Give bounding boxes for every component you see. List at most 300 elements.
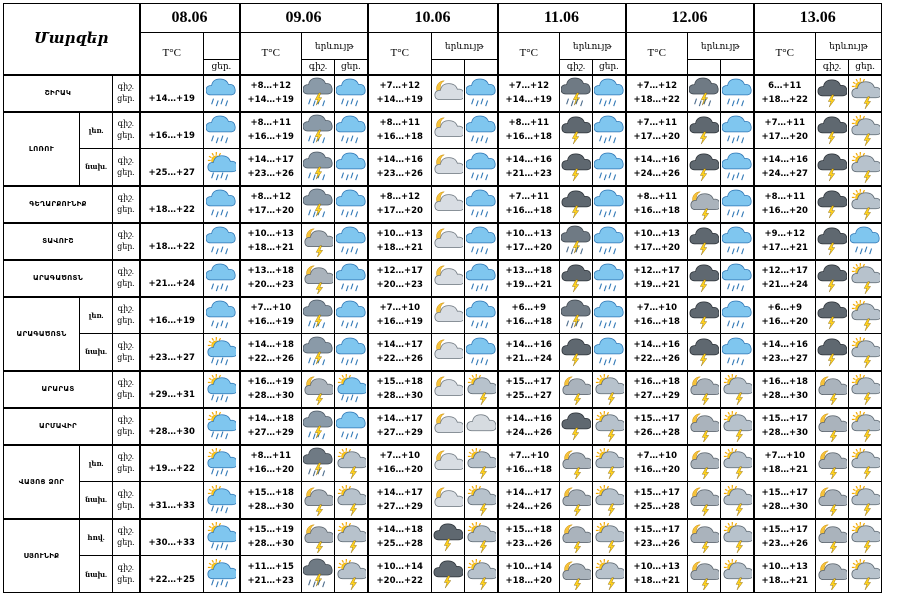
night-icon-cell (688, 75, 721, 112)
day-icon-cell (721, 445, 754, 482)
regions-header: Մարզեր (4, 4, 140, 75)
day-temperature: +18…+21 (633, 576, 680, 586)
rain-cloud-icon (465, 225, 497, 257)
night-label: գիշ. (117, 526, 134, 536)
day-temperature: +16…+18 (505, 132, 552, 143)
dark-cloud-icon (816, 151, 848, 183)
day-temperature: +19…+21 (633, 280, 680, 290)
temperature-cell (140, 149, 204, 186)
day-icon-cell (335, 371, 368, 408)
rain-cloud-icon (721, 114, 753, 146)
night-temperature: +10…+14 (505, 562, 552, 572)
moon-cloud-icon (432, 151, 464, 183)
thunder-rain-cloud-icon (302, 114, 334, 146)
day-icon-cell (335, 408, 368, 445)
temperature-cell (754, 408, 816, 445)
day-icon-cell (849, 186, 882, 223)
dark-cloud-icon (816, 336, 848, 368)
subregion-label: նախ. (80, 482, 113, 519)
daypart-labels (113, 334, 140, 371)
day-temperature: +18…+22 (148, 205, 195, 215)
day-temperature: +24…+27 (761, 168, 808, 179)
weather-icon-cell (204, 482, 240, 519)
day-temperature: +21…+24 (148, 279, 195, 289)
day-temperature: +16…+19 (148, 316, 195, 327)
rain-cloud-icon (465, 77, 497, 109)
day-temperature: +16…+18 (376, 132, 423, 143)
moon-thunder-icon (688, 410, 720, 442)
day-temperature: +24…+26 (505, 501, 552, 512)
rain-cloud-icon (593, 262, 625, 294)
night-icon-cell (302, 408, 335, 445)
dark-cloud-icon (688, 262, 720, 294)
temperature-cell (498, 408, 560, 445)
temperature-cell (240, 334, 302, 371)
table-row (4, 371, 882, 408)
day-icon-cell (849, 112, 882, 149)
daypart-labels (113, 149, 140, 186)
day-temperature: +16…+19 (148, 131, 195, 142)
night-subheader: գիշ. (560, 60, 593, 75)
night-temperature: +15…+17 (761, 487, 808, 498)
day-label: ցեր. (117, 94, 135, 103)
weather-icon-cell (204, 371, 240, 408)
sun-thunder-icon (849, 558, 881, 590)
moon-cloud-icon (432, 373, 464, 405)
rain-cloud-icon (465, 336, 497, 368)
night-temperature: +14…+17 (505, 487, 552, 498)
temperature-cell (240, 223, 302, 260)
day-icon-cell (593, 408, 626, 445)
day-temperature: +16…+20 (761, 206, 808, 216)
night-icon-cell (560, 519, 593, 556)
temperature-cell (140, 371, 204, 408)
night-temperature: +10…+13 (633, 562, 680, 572)
day-icon-cell (593, 260, 626, 297)
day-temperature: +17…+20 (633, 132, 680, 143)
temperature-cell (754, 334, 816, 371)
day-temperature: +18…+21 (376, 243, 423, 253)
dark-cloud-icon (560, 151, 592, 183)
phenomenon-header: երևույթ (432, 33, 498, 60)
day-temperature: +20…+23 (247, 280, 294, 290)
temperature-cell (368, 556, 432, 593)
day-icon-cell (465, 75, 498, 112)
phenomenon-header (204, 33, 240, 60)
daypart-labels (113, 445, 140, 482)
date-header-2: 09.06 (240, 4, 368, 33)
moon-cloud-icon (432, 114, 464, 146)
sun-thunder-icon (721, 447, 753, 479)
day-icon-cell (335, 260, 368, 297)
rain-cloud-icon (465, 299, 497, 331)
night-temperature: +12…+17 (376, 266, 423, 276)
day-temperature: +28…+30 (247, 501, 294, 512)
region-name: ՏԱՎՈՒՇ (4, 223, 113, 260)
temperature-cell (240, 186, 302, 223)
day-label: ցեր. (117, 352, 135, 362)
temp-header: T°C (368, 33, 432, 75)
day-temperature: +19…+22 (148, 464, 195, 475)
day-temperature: +23…+26 (505, 539, 552, 550)
moon-thunder-icon (816, 484, 848, 516)
day-icon-cell (721, 408, 754, 445)
night-temperature: +10…+13 (505, 229, 552, 239)
night-temperature: +8…+11 (508, 118, 549, 129)
day-temperature: +17…+20 (633, 243, 680, 253)
moon-thunder-icon (688, 484, 720, 516)
temperature-cell (498, 75, 560, 112)
region-name: ԱՐՄԱՎԻՐ (4, 408, 113, 445)
moon-cloud-icon (432, 225, 464, 257)
day-icon-cell (593, 556, 626, 593)
day-temperature: +21…+24 (761, 280, 808, 290)
dark-cloud-icon (560, 262, 592, 294)
temperature-cell (498, 112, 560, 149)
day-icon-cell (335, 297, 368, 334)
sun-thunder-icon (721, 484, 753, 516)
sun-thunder-icon (335, 558, 367, 590)
rain-cloud-icon (335, 188, 367, 220)
moon-cloud-icon (432, 484, 464, 516)
day-temperature: +28…+30 (148, 427, 195, 437)
temperature-cell (626, 297, 688, 334)
night-icon-cell (432, 297, 465, 334)
night-icon-cell (302, 556, 335, 593)
night-label: գիշ. (117, 378, 134, 387)
weather-icon-cell (204, 408, 240, 445)
night-icon-cell (302, 334, 335, 371)
day-temperature: +21…+24 (505, 353, 552, 364)
region-name: ԼՈՌՈՒ (4, 112, 80, 186)
night-icon-cell (560, 408, 593, 445)
night-temperature: +14…+17 (376, 339, 423, 350)
day-icon-cell (849, 445, 882, 482)
day-temperature: +28…+30 (247, 539, 294, 550)
day-icon-cell (465, 408, 498, 445)
temperature-cell (140, 519, 204, 556)
day-icon-cell (465, 556, 498, 593)
day-label: ցեր. (117, 427, 135, 436)
dark-cloud-icon (688, 114, 720, 146)
temperature-cell (368, 408, 432, 445)
sun-rain-icon (204, 151, 239, 183)
day-temperature: +17…+21 (761, 243, 808, 253)
night-temperature: +13…+18 (505, 266, 552, 276)
day-icon-cell (335, 223, 368, 260)
day-temperature: +25…+27 (148, 167, 195, 178)
temperature-cell (368, 223, 432, 260)
temperature-cell (754, 297, 816, 334)
day-temperature: +14…+19 (148, 94, 195, 104)
thunder-rain-cloud-icon (302, 299, 334, 331)
sun-thunder-icon (721, 373, 753, 405)
temperature-cell (368, 482, 432, 519)
day-temperature: +21…+23 (505, 168, 552, 179)
night-temperature: +7…+10 (764, 451, 805, 462)
night-icon-cell (688, 223, 721, 260)
day-icon-cell (849, 260, 882, 297)
temperature-cell (626, 556, 688, 593)
moon-thunder-icon (816, 410, 848, 442)
day-icon-cell (593, 297, 626, 334)
rain-cloud-icon (593, 151, 625, 183)
dark-cloud-icon (816, 77, 848, 109)
region-name: ԱՐԱԳԱԾՈՏՆ (4, 297, 80, 371)
temperature-cell (240, 75, 302, 112)
rain-cloud-icon (465, 114, 497, 146)
day-label: ցեր. (117, 279, 135, 288)
night-temperature: +15…+17 (633, 525, 680, 536)
moon-thunder-icon (816, 521, 848, 553)
rain-cloud-icon (465, 151, 497, 183)
moon-thunder-icon (688, 188, 720, 220)
night-icon-cell (816, 112, 849, 149)
daypart-labels (113, 260, 140, 297)
rain-cloud-icon (204, 262, 239, 294)
day-label: ցեր. (117, 464, 135, 474)
daypart-labels (113, 112, 140, 149)
day-temperature: +18…+22 (761, 95, 808, 105)
night-icon-cell (432, 149, 465, 186)
subregion-label: լեռ. (80, 445, 113, 482)
night-label: գիշ. (117, 230, 134, 239)
day-temperature: +16…+19 (247, 132, 294, 143)
night-icon-cell (560, 482, 593, 519)
moon-thunder-icon (688, 447, 720, 479)
table-row (4, 408, 882, 445)
rain-cloud-icon (335, 151, 367, 183)
day-temperature: +28…+30 (247, 391, 294, 401)
rain-cloud-icon (335, 299, 367, 331)
moon-thunder-icon (302, 262, 334, 294)
day-temperature: +25…+28 (633, 501, 680, 512)
weather-icon-cell (204, 149, 240, 186)
night-temperature: +14…+16 (505, 154, 552, 165)
table-row (4, 297, 882, 334)
night-icon-cell (432, 556, 465, 593)
night-temperature: +8…+11 (250, 451, 291, 462)
day-icon-cell (721, 186, 754, 223)
night-temperature: +7…+10 (636, 451, 677, 462)
night-label: գիշ. (117, 119, 134, 129)
day-temperature: +16…+18 (633, 206, 680, 216)
night-subheader: գիշ. (816, 60, 849, 75)
night-icon-cell (816, 482, 849, 519)
temperature-cell (368, 445, 432, 482)
moon-cloud-icon (432, 447, 464, 479)
thunder-rain-cloud-icon (302, 410, 334, 442)
night-temperature: +16…+18 (633, 377, 680, 387)
day-temperature: +17…+20 (761, 132, 808, 143)
temperature-cell (240, 445, 302, 482)
moon-thunder-icon (816, 373, 848, 405)
day-temperature: +20…+22 (376, 576, 423, 586)
day-temperature: +16…+18 (505, 317, 552, 328)
temperature-cell (754, 371, 816, 408)
rain-cloud-icon (721, 188, 753, 220)
night-temperature: +14…+18 (247, 414, 294, 424)
night-temperature: +8…+11 (379, 118, 420, 129)
temperature-cell (240, 556, 302, 593)
night-icon-cell (560, 149, 593, 186)
temperature-cell (140, 223, 204, 260)
rain-cloud-icon (593, 336, 625, 368)
date-header-3: 10.06 (368, 4, 498, 33)
night-icon-cell (560, 556, 593, 593)
thunder-rain-cloud-icon (302, 188, 334, 220)
day-icon-cell (849, 371, 882, 408)
day-icon-cell (593, 482, 626, 519)
rain-cloud-icon (593, 299, 625, 331)
day-icon-cell (721, 149, 754, 186)
night-icon-cell (560, 75, 593, 112)
day-icon-cell (593, 149, 626, 186)
day-label: ցեր. (117, 575, 135, 584)
day-subheader: ցեր. (593, 60, 626, 75)
day-subheader: ցեր. (204, 60, 240, 75)
rain-cloud-icon (335, 114, 367, 146)
night-icon-cell (302, 260, 335, 297)
table-row (4, 556, 882, 593)
night-icon-cell (432, 445, 465, 482)
night-temperature: +15…+18 (247, 487, 294, 498)
day-temperature: +18…+22 (148, 242, 195, 252)
temperature-cell (498, 371, 560, 408)
day-icon-cell (335, 556, 368, 593)
night-icon-cell (302, 186, 335, 223)
night-temperature: +15…+18 (505, 525, 552, 536)
night-temperature: +7…+10 (379, 303, 420, 314)
day-temperature: +18…+21 (761, 576, 808, 586)
table-row (4, 334, 882, 371)
day-temperature: +23…+26 (247, 168, 294, 179)
night-label: գիշ. (117, 340, 134, 350)
thunder-cloud-icon (560, 299, 592, 331)
night-icon-cell (560, 445, 593, 482)
subregion-label: հով. (80, 519, 113, 556)
night-icon-cell (302, 223, 335, 260)
rain-cloud-icon (335, 410, 367, 442)
rain-cloud-icon (335, 262, 367, 294)
day-temperature: +23…+27 (761, 353, 808, 364)
day-icon-cell (721, 556, 754, 593)
sun-thunder-icon (849, 484, 881, 516)
day-temperature: +24…+26 (633, 168, 680, 179)
temperature-cell (626, 223, 688, 260)
night-icon-cell (560, 112, 593, 149)
night-icon-cell (432, 112, 465, 149)
date-header-1: 08.06 (140, 4, 240, 33)
day-label: ցեր. (117, 167, 135, 177)
cloud-icon (465, 410, 497, 442)
day-temperature: +19…+21 (505, 280, 552, 290)
moon-cloud-icon (432, 410, 464, 442)
night-temperature: +14…+16 (505, 414, 552, 424)
day-icon-cell (721, 75, 754, 112)
daypart-labels (113, 408, 140, 445)
sun-rain-icon (204, 447, 239, 479)
temperature-cell (498, 297, 560, 334)
moon-thunder-icon (816, 558, 848, 590)
night-temperature: +14…+17 (247, 154, 294, 165)
table-row (4, 260, 882, 297)
day-icon-cell (849, 297, 882, 334)
night-temperature: +14…+17 (376, 487, 423, 498)
night-temperature: +7…+10 (250, 303, 291, 314)
day-icon-cell (721, 223, 754, 260)
forecast-sheet (3, 3, 882, 593)
day-temperature: +22…+26 (247, 353, 294, 364)
temperature-cell (240, 149, 302, 186)
moon-thunder-icon (302, 484, 334, 516)
temperature-cell (498, 482, 560, 519)
day-temperature: +18…+22 (633, 95, 680, 105)
night-temperature: +7…+10 (508, 451, 549, 462)
night-label: գիշ. (117, 415, 134, 424)
sun-thunder-icon (849, 77, 881, 109)
weather-icon-cell (204, 186, 240, 223)
rain-cloud-icon (593, 114, 625, 146)
night-icon-cell (560, 371, 593, 408)
night-label: գիշ. (117, 304, 134, 314)
temperature-cell (626, 482, 688, 519)
temperature-cell (626, 519, 688, 556)
night-icon-cell (560, 186, 593, 223)
thunder-cloud-icon (302, 447, 334, 479)
rain-cloud-icon (721, 77, 753, 109)
day-temperature: +14…+19 (247, 95, 294, 105)
sun-thunder-icon (593, 558, 625, 590)
rain-cloud-icon (849, 225, 881, 257)
night-icon-cell (688, 186, 721, 223)
moon-cloud-icon (432, 336, 464, 368)
temperature-cell (140, 482, 204, 519)
region-name: ՍՅՈՒՆԻՔ (4, 519, 80, 593)
sun-thunder-icon (593, 484, 625, 516)
moon-thunder-icon (816, 447, 848, 479)
night-icon-cell (432, 260, 465, 297)
sun-thunder-icon (849, 521, 881, 553)
day-temperature: +31…+33 (148, 500, 195, 511)
sun-rain-icon (204, 336, 239, 368)
day-icon-cell (849, 334, 882, 371)
rain-cloud-icon (335, 336, 367, 368)
day-temperature: +18…+20 (505, 576, 552, 586)
night-label: գիշ. (117, 563, 134, 572)
night-icon-cell (688, 408, 721, 445)
sun-rain-icon (204, 521, 239, 553)
temperature-cell (498, 556, 560, 593)
moon-thunder-icon (688, 558, 720, 590)
moon-thunder-icon (560, 521, 592, 553)
night-icon-cell (302, 482, 335, 519)
day-temperature: +16…+18 (505, 206, 552, 216)
night-icon-cell (302, 297, 335, 334)
sun-thunder-icon (465, 447, 497, 479)
day-temperature: +16…+18 (505, 465, 552, 476)
day-temperature: +27…+29 (376, 428, 423, 438)
day-temperature: +22…+26 (376, 353, 423, 364)
day-icon-cell (593, 519, 626, 556)
sun-thunder-icon (721, 558, 753, 590)
night-subheader (432, 60, 465, 75)
day-icon-cell (849, 519, 882, 556)
rain-cloud-icon (593, 77, 625, 109)
night-temperature: +14…+18 (247, 339, 294, 350)
region-name: ԳԵՂԱՐՔՈՒՆԻՔ (4, 186, 113, 223)
night-icon-cell (432, 408, 465, 445)
